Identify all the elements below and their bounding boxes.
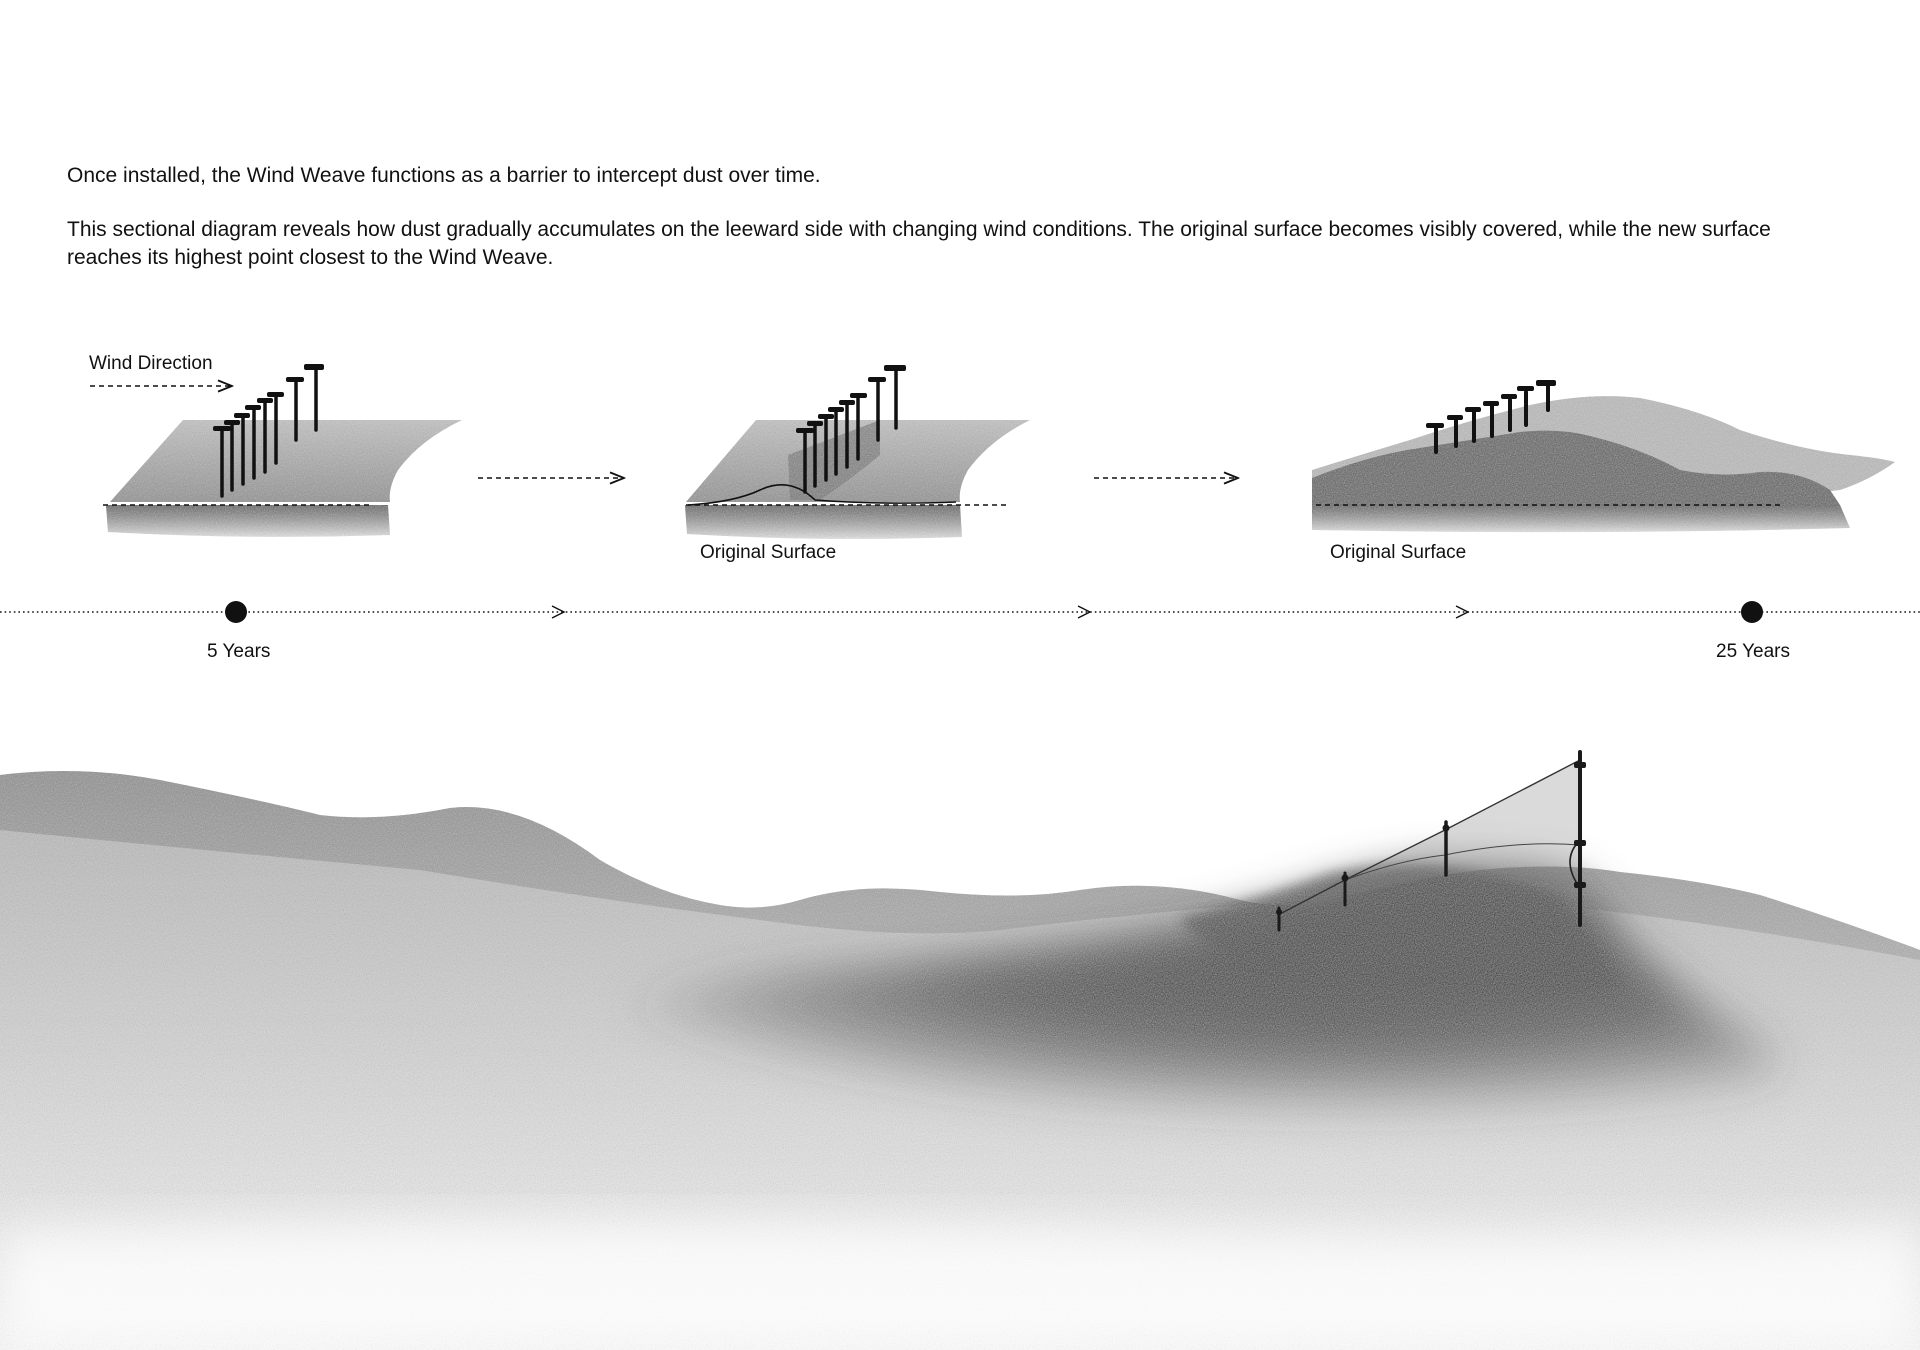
wind-direction-label: Wind Direction bbox=[89, 353, 213, 374]
stage-2-original-surface-label: Original Surface bbox=[700, 542, 837, 563]
timeline-marker-start bbox=[225, 601, 247, 623]
timeline bbox=[0, 601, 1920, 623]
stage-3-diagram bbox=[1312, 380, 1895, 532]
timeline-arrow bbox=[1078, 606, 1090, 618]
stage-1-diagram bbox=[90, 364, 462, 537]
timeline-start-label: 5 Years bbox=[207, 641, 271, 662]
timeline-end-label: 25 Years bbox=[1716, 641, 1790, 662]
landscape-illustration bbox=[0, 752, 1920, 1350]
intro-paragraph-1: Once installed, the Wind Weave functions as a barrier to intercept dust over time. bbox=[67, 164, 821, 187]
stage-2-diagram bbox=[685, 365, 1030, 539]
timeline-marker-end bbox=[1741, 601, 1763, 623]
stage-3-original-surface-label: Original Surface bbox=[1330, 542, 1467, 563]
timeline-arrow bbox=[1456, 606, 1468, 618]
intro-paragraph-2: This sectional diagram reveals how dust gradually accumulates on the leeward side with changing wind conditions. The original surface becomes visibly covered, while the new surface reaches its highest point closest to the Wind Weave. bbox=[67, 218, 1771, 269]
